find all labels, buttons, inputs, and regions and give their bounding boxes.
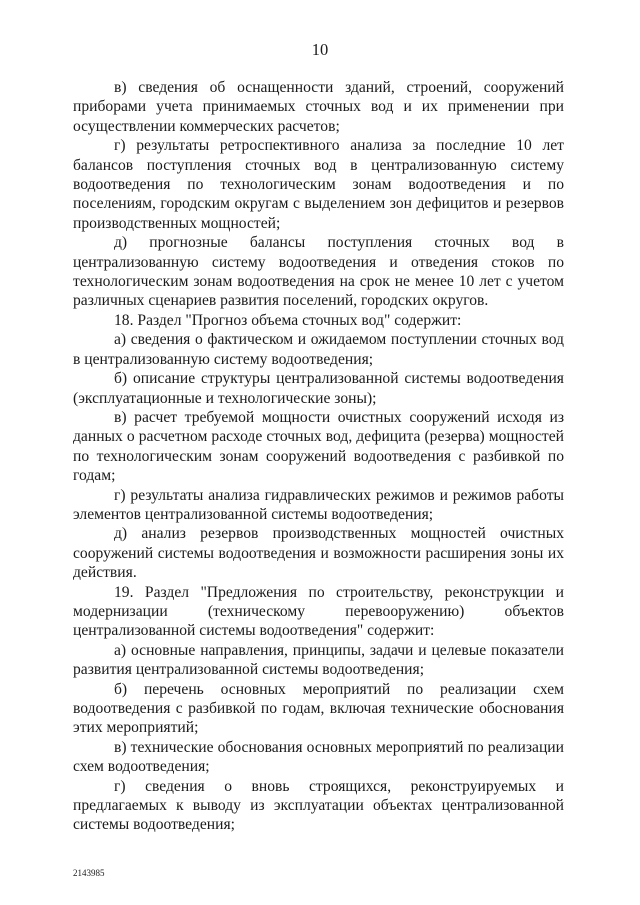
document-code: 2143985 <box>73 868 105 878</box>
document-body <box>73 78 564 835</box>
paragraph-section19-item-v: в) технические обоснования основных мероприятий по реализации схем водоотведения; <box>73 738 564 776</box>
paragraph-section17-item-v: в) сведения об оснащенности зданий, строений, сооружений приборами учета принимаемых сточных вод и их применении при осуществлении коммерческих расчетов; <box>73 79 564 135</box>
paragraph-section17-item-g: г) результаты ретроспективного анализа за последние 10 лет балансов поступления сточных вод в централизованную систему водоотведения по технологическим зонам водоотведения и по поселениям, городским округам с выделением зон дефицитов и резервов производственных мощностей; <box>73 137 564 232</box>
page-number: 10 <box>311 40 329 59</box>
paragraph-section19-item-a: а) основные направления, принципы, задачи и целевые показатели развития централизованной системы водоотведения; <box>73 641 564 679</box>
paragraph-section18-heading: 18. Раздел "Прогноз объема сточных вод" содержит: <box>114 311 462 329</box>
paragraph-section18-item-a: а) сведения о фактическом и ожидаемом поступлении сточных вод в централизованную систему водоотведения; <box>73 331 564 368</box>
paragraph-section17-item-d: д) прогнозные балансы поступления сточных вод в централизованную систему водоотведения и отведения стоков по технологическим зонам водоотведения на срок не менее 10 лет с учетом различных сценариев развития поселений, городских округов. <box>73 234 564 310</box>
paragraph-section18-item-b: б) описание структуры централизованной системы водоотведения (эксплуатационные и технологические зоны); <box>73 370 564 407</box>
paragraph-section18-item-v: в) расчет требуемой мощности очистных сооружений исходя из данных о расчетном расходе сточных вод, дефицита (резерва) мощностей по технологическим зонам сооружений водоотведения с разбивкой по годам; <box>73 408 564 485</box>
paragraph-section19-item-g: г) сведения о вновь строящихся, реконструируемых и предлагаемых к выводу из эксплуатации объектах централизованной системы водоотведения; <box>73 777 564 834</box>
paragraph-section19-item-b: б) перечень основных мероприятий по реализации схем водоотведения с разбивкой по годам, включая технические обоснования этих мероприятий; <box>73 680 564 737</box>
paragraph-section18-item-g: г) результаты анализа гидравлических режимов и режимов работы элементов централизованной системы водоотведения; <box>73 486 564 523</box>
paragraph-section19-heading: 19. Раздел "Предложения по строительству, реконструкции и модернизации (техническому перевооружению) объектов централизованной системы водоотведения" содержит: <box>73 583 564 640</box>
paragraph-section18-item-d: д) анализ резервов производственных мощностей очистных сооружений системы водоотведения и возможности расширения зоны их действия. <box>73 525 564 582</box>
